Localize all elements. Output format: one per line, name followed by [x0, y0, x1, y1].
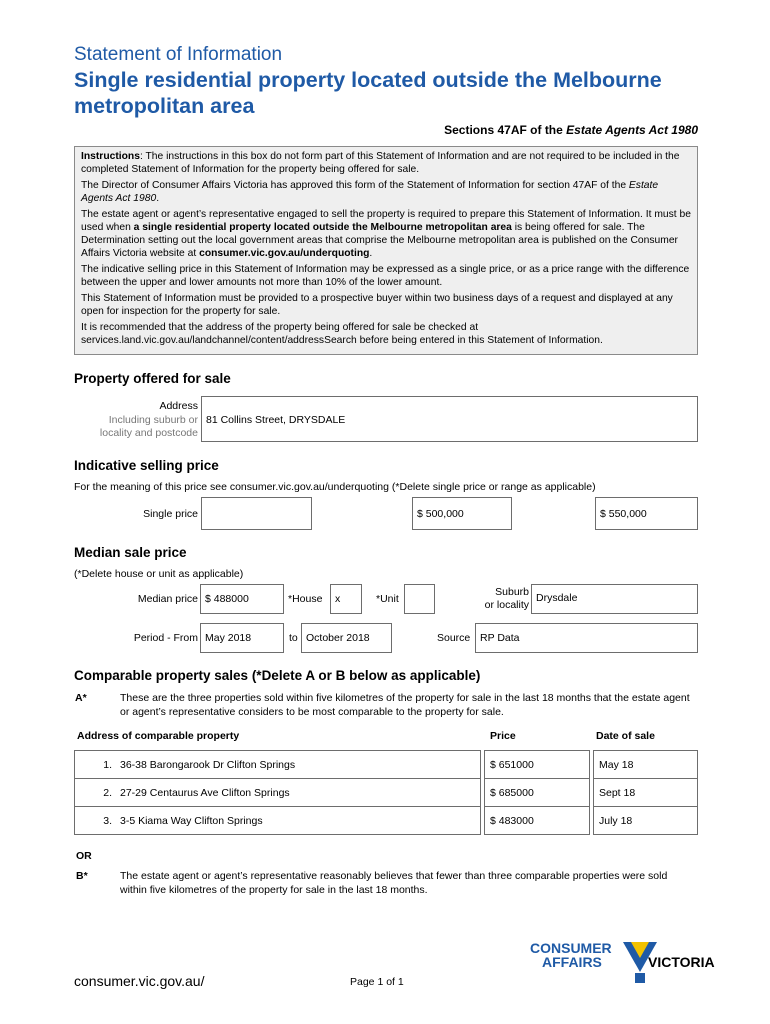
instructions-p2-text: The Director of Consumer Affairs Victoria has approved this form of the Statement of Information for section 47AF of the: [81, 180, 629, 191]
instructions-p2-act: Estate Agents Act 1980: [81, 180, 659, 204]
row-price[interactable]: $ 483000: [484, 806, 590, 835]
instructions-p3-a: The estate agent or agent’s representative engaged to sell the property is required to prepare this Statement of Information. It must be used when: [81, 209, 691, 233]
instructions-p2-end: .: [156, 193, 160, 204]
source-field[interactable]: RP Data: [475, 623, 698, 653]
median-price-field[interactable]: $ 488000: [200, 584, 284, 614]
option-b-label: B*: [76, 870, 88, 882]
instructions-p3-b: is being offered for sale. The Determination setting out the local government areas that comprise the Melbourne metropolitan area is published on the Consumer Affairs Victoria website at: [81, 222, 678, 259]
instructions-box: [74, 146, 698, 355]
house-label: *House: [288, 593, 323, 605]
median-price-label: Median price: [137, 593, 198, 605]
suburb-field[interactable]: Drysdale: [531, 584, 698, 614]
suburb-label-line2: or locality: [484, 599, 529, 611]
instructions-p1-text: : The instructions in this box do not form part of this Statement of Information and are not required to be included in the completed Statement of Information for the property being offered for sale.: [81, 151, 680, 175]
range-low-field[interactable]: $ 500,000: [412, 497, 512, 530]
indicative-heading: Indicative selling price: [74, 458, 219, 473]
period-from-label: Period - From: [133, 632, 198, 644]
suburb-label-line1: Suburb: [495, 586, 529, 598]
row-date[interactable]: Sept 18: [593, 778, 698, 807]
row-address: 3-5 Kiama Way Clifton Springs: [120, 814, 263, 827]
instructions-p3-end: .: [369, 248, 373, 259]
median-note: (*Delete house or unit as applicable): [74, 568, 244, 580]
instructions-label: Instructions: [81, 151, 140, 162]
period-to-field[interactable]: October 2018: [301, 623, 392, 653]
document-label: Statement of Information: [74, 44, 283, 65]
row-address: 27-29 Centaurus Ave Clifton Springs: [120, 786, 290, 799]
or-label: OR: [76, 850, 92, 862]
single-price-label: Single price: [143, 508, 198, 520]
sections-reference: [444, 123, 698, 137]
address-label-line1: Address: [159, 400, 198, 412]
instructions-p3: [81, 208, 691, 260]
table-row[interactable]: [74, 750, 481, 779]
source-label: Source: [437, 632, 471, 644]
row-number: 3.: [103, 814, 112, 827]
row-number: 2.: [103, 786, 112, 799]
address-label-line3: locality and postcode: [99, 427, 198, 439]
col-price-header: Price: [490, 730, 516, 742]
underquoting-link[interactable]: consumer.vic.gov.au/underquoting: [199, 248, 370, 259]
row-date[interactable]: May 18: [593, 750, 698, 779]
indicative-note: For the meaning of this price see consumer.vic.gov.au/underquoting (*Delete single price or range as applicable): [74, 481, 596, 493]
median-heading: Median sale price: [74, 545, 187, 560]
address-field[interactable]: 81 Collins Street, DRYSDALE: [201, 396, 698, 442]
period-to-label: to: [289, 632, 298, 644]
instructions-p4: The indicative selling price in this Statement of Information may be expressed as a single price, or as a price range with the difference between the upper and lower amounts not more than 10% of the lower amount.: [81, 264, 690, 288]
property-heading: Property offered for sale: [74, 371, 231, 386]
col-date-header: Date of sale: [596, 730, 655, 742]
option-b-text: The estate agent or agent’s representative reasonably believes that fewer than three comparable properties were sold within five kilometres of the property for sale in the last 18 months.: [120, 870, 668, 896]
suburb-label: [455, 586, 529, 612]
option-a-text: These are the three properties sold within five kilometres of the property for sale in the last 18 months that the estate agent or agent’s representative considers to be most comparable to the property for sale.: [120, 692, 690, 718]
unit-field[interactable]: [404, 584, 435, 614]
row-price[interactable]: $ 651000: [484, 750, 590, 779]
unit-label: *Unit: [376, 593, 399, 605]
consumer-affairs-logo: [530, 940, 715, 987]
logo-line1: CONSUMER: [530, 940, 612, 956]
sections-act: Estate Agents Act 1980: [566, 123, 698, 137]
range-high-field[interactable]: $ 550,000: [595, 497, 698, 530]
document-title: Single residential property located outside the Melbourne metropolitan area: [74, 68, 662, 118]
option-a-label: A*: [75, 692, 87, 704]
period-from-field[interactable]: May 2018: [200, 623, 284, 653]
page-number: Page 1 of 1: [350, 976, 404, 988]
row-number: 1.: [103, 758, 112, 771]
col-address-header: Address of comparable property: [77, 730, 240, 742]
footer-site[interactable]: consumer.vic.gov.au/: [74, 973, 205, 989]
house-field[interactable]: x: [330, 584, 362, 614]
address-label-line2: Including suburb or: [108, 413, 198, 426]
logo-line3: VICTORIA: [648, 954, 715, 970]
table-row[interactable]: [74, 806, 481, 835]
row-price[interactable]: $ 685000: [484, 778, 590, 807]
instructions-p5: This Statement of Information must be provided to a prospective buyer within two business days of a request and displayed at any open for inspection for the property for sale.: [81, 293, 673, 317]
table-row[interactable]: [74, 778, 481, 807]
sections-prefix: Sections 47AF of the: [444, 123, 567, 137]
single-price-field[interactable]: [201, 497, 312, 530]
instructions-p3-bold: a single residential property located outside the Melbourne metropolitan area: [133, 222, 512, 233]
row-date[interactable]: July 18: [593, 806, 698, 835]
row-address: 36-38 Barongarook Dr Clifton Springs: [120, 758, 296, 771]
instructions-p2: [81, 179, 691, 205]
address-label: [74, 400, 198, 441]
logo-line2: AFFAIRS: [542, 954, 602, 970]
instructions-p1: [81, 150, 691, 176]
instructions-p6: It is recommended that the address of the property being offered for sale be checked at services.land.vic.gov.au/landchannel/content/addressSearch before being entered in this Statement of Information.: [81, 322, 603, 346]
comparable-heading: Comparable property sales (*Delete A or B below as applicable): [74, 668, 481, 683]
